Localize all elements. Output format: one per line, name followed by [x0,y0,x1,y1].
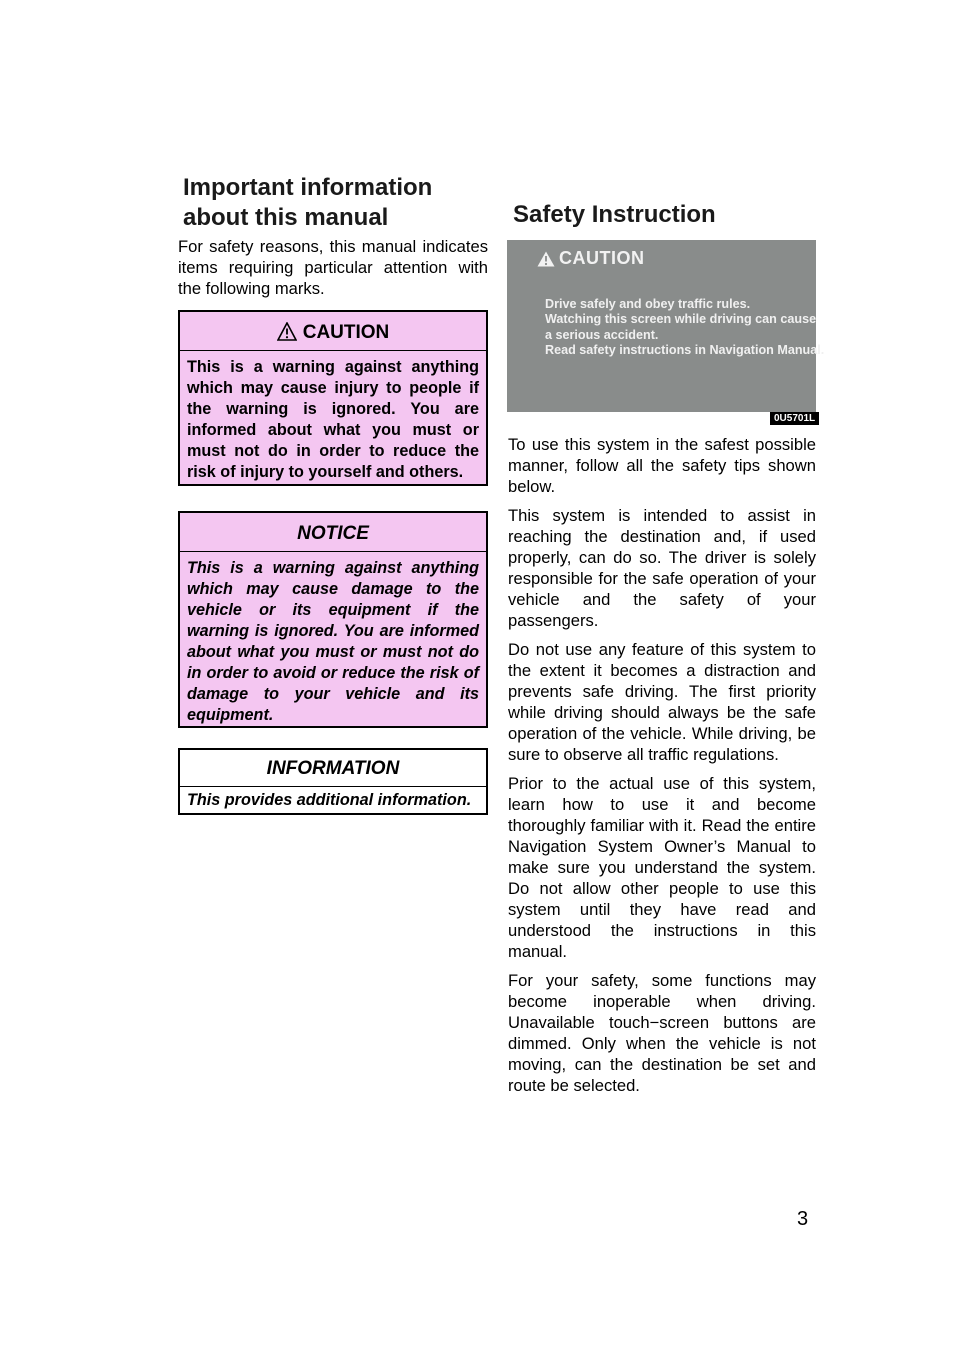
notice-body-text: This is a warning against anything which may cause damage to the vehicle or its equipment if the warning is ignored. You are informed about what you must or must not do in order to avoid or reduce the risk of damage to your vehicle and its equipment. [187,559,479,724]
information-body-text: This provides additional information. [187,791,472,809]
intro-paragraph: For safety reasons, this manual indicates items requiring particular attention with the following marks. [178,237,488,298]
information-divider [180,786,486,787]
paragraph: Do not use any feature of this system to the extent it becomes a distraction and prevents safe driving. The first priority while driving should always be the safe operation of the vehicle. While driving, be sure to observe all traffic regulations. [508,640,816,764]
paragraph: For your safety, some functions may become inoperable when driving. Unavailable touch−screen buttons are dimmed. Only when the vehicle is not moving, can the destination be set and route be selected. [508,971,816,1095]
caution-title-text: CAUTION [302,322,390,343]
caution-divider [180,350,486,351]
caution-box [178,310,488,486]
information-box [178,748,488,815]
safety-instructions-text [508,434,816,1104]
screen-line: Drive safely and obey traffic rules. [545,297,751,311]
notice-box-title: NOTICE [297,523,369,544]
caution-box-title [180,322,486,347]
screen-line: Watching this screen while driving can cause [545,312,817,327]
paragraph: Prior to the actual use of this system, learn how to use it and become thoroughly familiar with it. Read the entire Navigation System Owner’s Manual to make sure you understand the system. Do not allow other people to use this system until they have read and understood the instructions in this manual. [508,774,816,961]
warning-triangle-icon [277,322,297,347]
paragraph: This system is intended to assist in reaching the destination and, if used properly, can do so. The driver is solely responsible for the safe operation of your vehicle and the safety of your passengers. [508,506,816,630]
notice-box [178,511,488,728]
image-id-label: 0U5701L [770,412,819,425]
screen-caution-title [537,248,645,272]
screen-message [545,297,824,359]
screen-title-text: CAUTION [559,248,645,268]
information-box-title: INFORMATION [266,758,400,779]
caution-screen-image [507,240,825,412]
screen-line: Read safety instructions in Navigation Manual. [545,343,825,358]
screen-line: a serious accident. [545,327,659,342]
paragraph: To use this system in the safest possible manner, follow all the safety tips shown below. [508,435,816,496]
section-heading-important-information: Important information about this manual [183,174,433,231]
caution-body-text: This is a warning against anything which may cause injury to people if the warning is ignored. You are informed about what you must or must not do in order to reduce the risk of injury to yourself and others. [187,358,479,481]
notice-divider [180,551,486,552]
warning-triangle-icon [537,251,555,272]
section-heading-safety-instruction: Safety Instruction [513,201,716,228]
page-number: 3 [797,1208,809,1230]
